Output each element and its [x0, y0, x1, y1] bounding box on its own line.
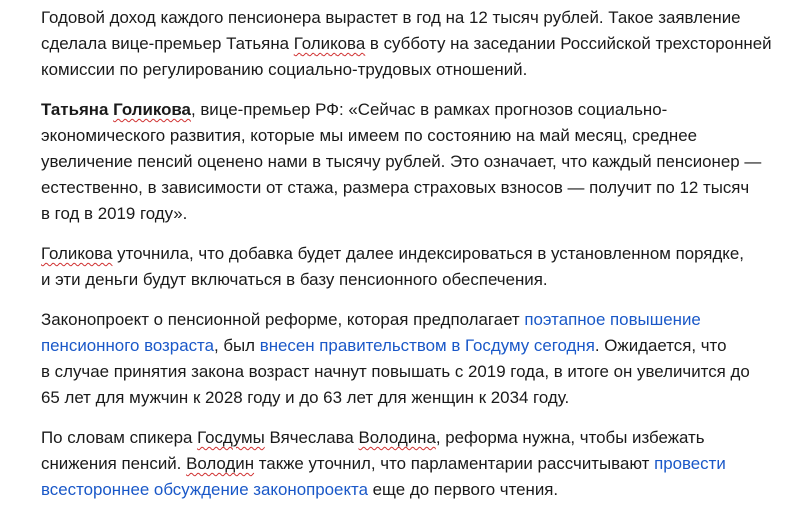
link-conduct[interactable]: провести	[654, 454, 726, 473]
paragraph-gap	[41, 227, 781, 241]
text-span: сделала вице-премьер Татьяна	[41, 34, 294, 53]
paragraph-1	[41, 5, 781, 83]
paragraph-4	[41, 307, 781, 411]
text-line: Годовой доход каждого пенсионера вырастет в год на 12 тысяч рублей. Такое заявление	[41, 8, 741, 27]
misspelled-word[interactable]: Голикова	[41, 244, 113, 263]
text-line	[41, 333, 781, 359]
paragraph-gap	[41, 83, 781, 97]
text-span: . Ожидается, что	[594, 336, 727, 355]
text-span: , вице-премьер РФ: «Сейчас в рамках прогнозов социально-	[190, 100, 668, 119]
link-gradual-increase[interactable]: поэтапное повышение	[524, 310, 701, 329]
text-line	[41, 31, 781, 57]
text-span: , был	[213, 336, 260, 355]
text-line: в случае принятия закона возраст начнут повышать с 2019 года, в итоге он увеличится до	[41, 362, 750, 381]
article-body	[41, 0, 781, 503]
text-line: комиссии по регулированию социально-трудовых отношений.	[41, 60, 528, 79]
text-line: и эти деньги будут включаться в базу пенсионного обеспечения.	[41, 270, 548, 289]
text-span: снижения пенсий.	[41, 454, 187, 473]
misspelled-word[interactable]: Володин	[186, 454, 255, 473]
link-submitted-to-duma[interactable]: внесен правительством в Госдуму сегодня	[259, 336, 595, 355]
misspelled-word[interactable]: Голикова	[293, 34, 366, 53]
text-span: уточнила, что добавка будет далее индексироваться в установленном порядке,	[112, 244, 744, 263]
text-line: естественно, в зависимости от стажа, размера страховых взносов — получит по 12 тысяч	[41, 178, 750, 197]
misspelled-word[interactable]: Голикова	[113, 100, 191, 119]
text-span: в субботу на заседании Российской трехсторонней	[365, 34, 772, 53]
misspelled-word[interactable]: Володина	[358, 428, 436, 447]
link-comprehensive-discussion[interactable]: всестороннее обсуждение законопроекта	[41, 480, 368, 499]
text-span: также уточнил, что парламентарии рассчитывают	[254, 454, 655, 473]
text-line	[41, 451, 781, 477]
link-retirement-age[interactable]: пенсионного возраста	[41, 336, 214, 355]
text-span: По словам спикера	[41, 428, 198, 447]
paragraph-gap	[41, 411, 781, 425]
paragraph-5	[41, 425, 781, 503]
text-span: , реформа нужна, чтобы избежать	[435, 428, 705, 447]
text-line	[41, 97, 781, 123]
text-line: экономического развития, которые мы имеем по состоянию на май месяц, среднее	[41, 126, 698, 145]
text-span: еще до первого чтения.	[367, 480, 559, 499]
text-span: Татьяна	[41, 100, 114, 119]
paragraph-gap	[41, 293, 781, 307]
speaker-name	[41, 100, 191, 119]
paragraph-3	[41, 241, 781, 293]
text-line	[41, 425, 781, 451]
text-line: в год в 2019 году».	[41, 204, 188, 223]
text-line: 65 лет для мужчин к 2028 году и до 63 лет для женщин к 2034 году.	[41, 388, 570, 407]
text-line: увеличение пенсий оценено нами в тысячу рублей. Это означает, что каждый пенсионер —	[41, 152, 762, 171]
paragraph-2-quote	[41, 97, 781, 227]
misspelled-word[interactable]: Госдумы	[197, 428, 265, 447]
text-line	[41, 241, 781, 267]
text-span: Вячеслава	[264, 428, 359, 447]
text-line	[41, 477, 781, 503]
text-line	[41, 307, 781, 333]
text-span: Законопроект о пенсионной реформе, которая предполагает	[41, 310, 525, 329]
